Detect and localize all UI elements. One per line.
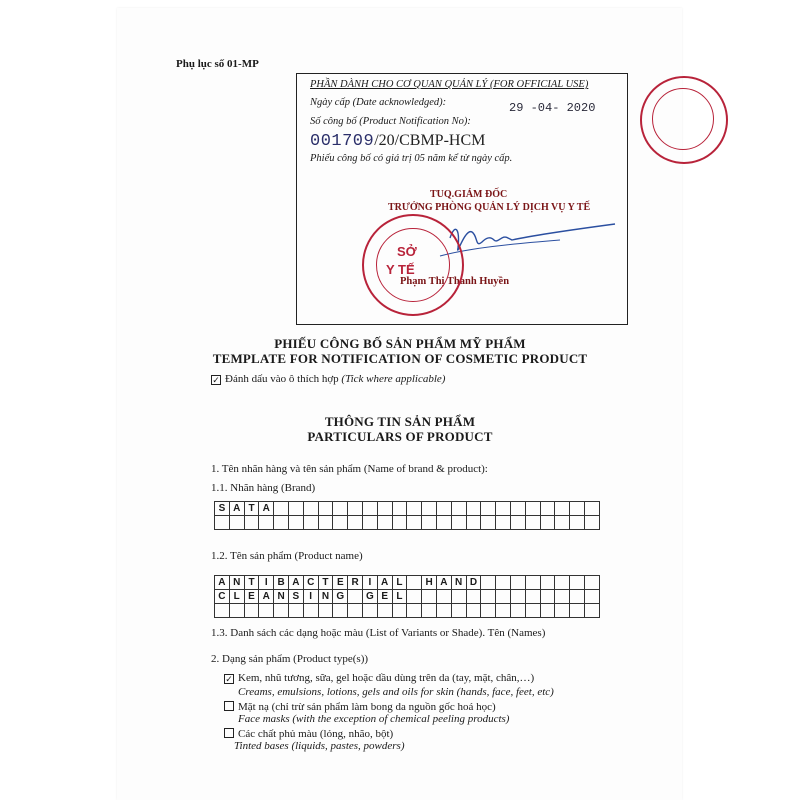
grid-cell [392,502,407,516]
grid-cell [466,516,481,530]
grid-cell: A [259,502,274,516]
grid-cell [436,590,451,604]
brand-grid [214,501,600,530]
grid-cell: A [436,576,451,590]
date-acknowledged-value: 29 -04- 2020 [509,101,596,115]
product-type-2-vn: Mặt nạ (chỉ trừ sản phẩm làm bong da nguồn gốc hoá học) [238,701,496,713]
grid-cell [407,604,422,618]
grid-cell: B [274,576,289,590]
grid-cell [525,516,540,530]
brand-row [215,502,600,516]
grid-cell [570,502,585,516]
product-type-3 [224,727,393,740]
grid-cell [436,604,451,618]
notification-suffix: /20/CBMP-HCM [374,132,486,149]
grid-cell [362,604,377,618]
grid-cell [215,516,230,530]
product-type-2 [224,700,496,713]
grid-cell [318,502,333,516]
grid-cell [303,516,318,530]
grid-cell [451,502,466,516]
grid-cell [466,590,481,604]
grid-cell: N [229,576,244,590]
grid-cell [570,576,585,590]
grid-cell [510,604,525,618]
grid-cell [422,604,437,618]
grid-cell [584,502,599,516]
question-1-1: 1.1. Nhãn hàng (Brand) [211,482,316,494]
grid-cell [348,604,363,618]
product-type-3-vn: Các chất phủ màu (lỏng, nhão, bột) [238,728,394,740]
grid-cell [451,590,466,604]
grid-cell [584,604,599,618]
grid-cell [466,502,481,516]
grid-cell [422,502,437,516]
grid-cell: I [303,590,318,604]
grid-cell [377,604,392,618]
grid-cell [377,502,392,516]
grid-cell [540,590,555,604]
grid-cell [510,516,525,530]
grid-cell [510,590,525,604]
grid-cell: T [318,576,333,590]
grid-cell [555,576,570,590]
grid-cell [244,604,259,618]
grid-cell [584,576,599,590]
grid-cell: L [229,590,244,604]
grid-cell: H [422,576,437,590]
grid-cell [540,502,555,516]
grid-cell [215,604,230,618]
grid-cell [584,516,599,530]
form-title-en: TEMPLATE FOR NOTIFICATION OF COSMETIC PRODUCT [212,351,588,366]
product-type-2-en: Face masks (with the exception of chemical peeling products) [238,713,510,725]
notification-number-label: Số công bố (Product Notification No): [310,116,471,127]
grid-cell: I [259,576,274,590]
grid-cell [525,604,540,618]
grid-cell [274,604,289,618]
grid-cell [496,516,511,530]
tick-instruction-vn: Đánh dấu vào ô thích hợp [225,373,339,385]
grid-cell [481,502,496,516]
product-type-1-en: Creams, emulsions, lotions, gels and oils for skin (hands, face, feet, etc) [238,686,554,698]
grid-cell: L [392,576,407,590]
grid-cell [274,516,289,530]
grid-cell: I [362,576,377,590]
grid-cell [584,590,599,604]
tick-instruction-en: (Tick where applicable) [341,373,446,385]
grid-cell [348,502,363,516]
grid-cell [229,604,244,618]
grid-cell [259,516,274,530]
grid-cell [362,502,377,516]
grid-cell [407,502,422,516]
grid-cell [570,516,585,530]
signer-line-2: TRƯỞNG PHÒNG QUẢN LÝ DỊCH VỤ Y TẾ [388,202,591,213]
section-title-en: PARTICULARS OF PRODUCT [307,429,493,444]
product-type-1-vn: Kem, nhũ tương, sữa, gel hoặc dầu dùng trên da (tay, mặt, chân,…) [238,672,535,684]
date-acknowledged-label: Ngày cấp (Date acknowledged): [310,97,447,108]
grid-cell [407,516,422,530]
grid-cell [348,516,363,530]
grid-cell [288,516,303,530]
grid-cell [244,516,259,530]
seal-text-bottom: Y TẾ [386,262,415,277]
grid-cell [481,516,496,530]
grid-cell [570,604,585,618]
grid-cell: N [274,590,289,604]
seal-text-top: SỞ [397,244,417,259]
grid-cell: G [333,590,348,604]
grid-cell: T [244,502,259,516]
grid-cell [555,516,570,530]
product-type-2-checkbox[interactable] [224,701,234,711]
grid-cell: S [288,590,303,604]
grid-cell [496,590,511,604]
product-name-row-3 [215,604,600,618]
form-title-vn: PHIẾU CÔNG BỐ SẢN PHẨM MỸ PHẨM [274,336,526,351]
grid-cell: R [348,576,363,590]
question-2: 2. Dạng sản phẩm (Product type(s)) [211,653,369,665]
grid-cell [555,604,570,618]
grid-cell [436,516,451,530]
grid-cell: A [229,502,244,516]
grid-cell [436,502,451,516]
grid-cell [259,604,274,618]
signer-name: Phạm Thị Thanh Huyền [400,276,510,287]
product-name-grid [214,575,600,618]
tick-example-checkbox-icon: ✓ [212,375,220,385]
grid-cell [303,604,318,618]
grid-cell: A [215,576,230,590]
grid-cell: C [215,590,230,604]
official-use-title: PHẦN DÀNH CHO CƠ QUAN QUẢN LÝ (FOR OFFICIAL USE) [310,79,589,90]
grid-cell: E [333,576,348,590]
grid-cell [229,516,244,530]
appendix-label: Phụ lục số 01-MP [176,58,259,70]
grid-cell [288,502,303,516]
grid-cell [362,516,377,530]
grid-cell [525,590,540,604]
question-1-2: 1.2. Tên sản phẩm (Product name) [211,550,363,562]
grid-cell: E [244,590,259,604]
question-1: 1. Tên nhãn hàng và tên sản phẩm (Name of brand & product): [211,463,488,475]
grid-cell [422,590,437,604]
grid-cell [481,576,496,590]
grid-cell: A [377,576,392,590]
grid-cell [466,604,481,618]
grid-cell [303,502,318,516]
grid-cell [318,604,333,618]
grid-cell: N [451,576,466,590]
grid-cell [318,516,333,530]
section-title-vn: THÔNG TIN SẢN PHẨM [324,414,476,429]
product-type-3-en: Tinted bases (liquids, pastes, powders) [234,740,405,752]
grid-cell: G [362,590,377,604]
grid-cell [451,604,466,618]
grid-cell [555,502,570,516]
grid-cell: C [303,576,318,590]
grid-cell [540,604,555,618]
grid-cell [274,502,289,516]
grid-cell: N [318,590,333,604]
grid-cell: A [259,590,274,604]
grid-cell [525,576,540,590]
notification-digits: 001709 [310,132,375,151]
product-name-row-2 [215,590,600,604]
grid-cell [333,516,348,530]
grid-cell [392,516,407,530]
partial-seal-inner-icon [652,88,714,150]
product-name-row-1 [215,576,600,590]
grid-cell [496,502,511,516]
grid-cell [377,516,392,530]
grid-cell [540,576,555,590]
signer-line-1: TUQ.GIÁM ĐỐC [430,189,508,200]
grid-cell [555,590,570,604]
grid-cell [510,502,525,516]
brand-row-2 [215,516,600,530]
grid-cell [407,576,422,590]
notification-number [310,132,485,151]
grid-cell [422,516,437,530]
tick-instruction [211,373,445,385]
grid-cell: A [288,576,303,590]
grid-cell [481,590,496,604]
grid-cell [451,516,466,530]
grid-cell [496,576,511,590]
grid-cell: T [244,576,259,590]
validity-note: Phiếu công bố có giá trị 05 năm kể từ ngày cấp. [310,153,513,164]
product-type-1 [224,672,534,684]
grid-cell [333,604,348,618]
grid-cell: E [377,590,392,604]
grid-cell [510,576,525,590]
grid-cell [525,502,540,516]
product-type-1-checkbox[interactable]: ✓ [225,674,233,684]
grid-cell [348,590,363,604]
grid-cell [570,590,585,604]
grid-cell [481,604,496,618]
grid-cell [496,604,511,618]
grid-cell [392,604,407,618]
grid-cell [333,502,348,516]
grid-cell [288,604,303,618]
grid-cell: D [466,576,481,590]
grid-cell [540,516,555,530]
product-type-3-checkbox[interactable] [224,728,234,738]
grid-cell [407,590,422,604]
grid-cell: L [392,590,407,604]
grid-cell: S [215,502,230,516]
question-1-3: 1.3. Danh sách các dạng hoặc màu (List of Variants or Shade). Tên (Names) [211,627,546,639]
